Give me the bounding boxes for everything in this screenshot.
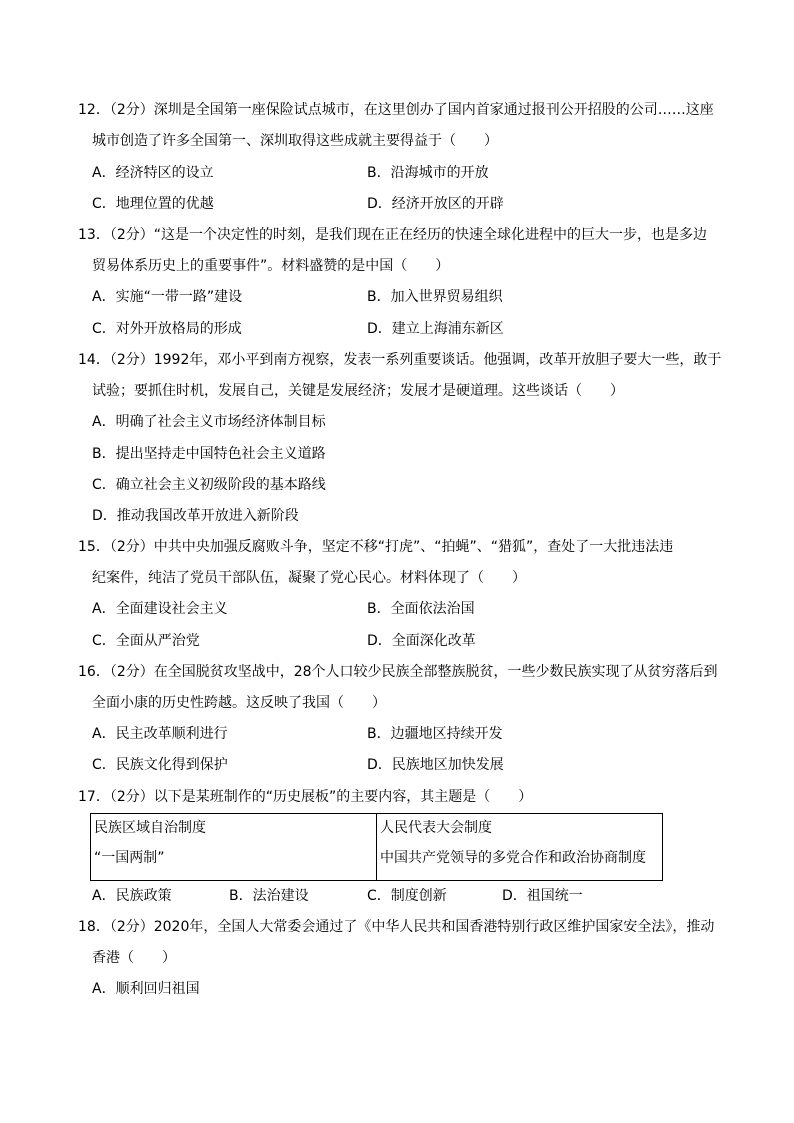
q12-stem-line2: 城市创造了许多全国第一、深圳取得这些成就主要得益于（ ） (92, 133, 498, 149)
q15-option-d[interactable]: D．全面深化改革 (367, 633, 476, 649)
q12-stem-line1: 12．（2分）深圳是全国第一座保险试点城市，在这里创办了国内首家通过报刊公开招股的公司……这座 (78, 102, 714, 118)
q18-stem-line1: 18．（2分）2020年，全国人大常委会通过了《中华人民共和国香港特别行政区维护国家安全法》，推动 (78, 919, 715, 935)
q18-stem-line2: 香港（ ） (92, 950, 176, 966)
q14-option-b[interactable]: B．提出坚持走中国特色社会主义道路 (92, 446, 326, 462)
q13-option-b[interactable]: B．加入世界贸易组织 (367, 289, 503, 305)
board-left-cell (91, 814, 377, 881)
q18-option-a[interactable]: A．顺利回归祖国 (92, 981, 200, 997)
q14-option-a[interactable]: A．明确了社会主义市场经济体制目标 (92, 414, 326, 430)
q13-option-a[interactable]: A．实施“一带一路”建设 (92, 289, 243, 305)
q14-option-c[interactable]: C．确立社会主义初级阶段的基本路线 (92, 477, 326, 493)
q16-option-a[interactable]: A．民主改革顺利进行 (92, 726, 228, 742)
q16-stem-line1: 16．（2分）在全国脱贫攻坚战中，28个人口较少民族全部整族脱贫，一些少数民族实现了从贫穷落后到 (78, 664, 718, 680)
q17-option-c[interactable]: C．制度创新 (367, 888, 447, 904)
q15-option-a[interactable]: A．全面建设社会主义 (92, 601, 228, 617)
board-item: 人民代表大会制度 (380, 820, 492, 836)
q12-option-c[interactable]: C．地理位置的优越 (92, 196, 214, 212)
board-item: 民族区域自治制度 (94, 820, 206, 836)
q15-option-c[interactable]: C．全面从严治党 (92, 633, 200, 649)
board-right-cell (377, 814, 663, 881)
q14-stem-line1: 14．（2分）1992年，邓小平到南方视察，发表一系列重要谈话。他强调，改革开放胆子要大一些，敢于 (78, 352, 722, 368)
q14-stem-line2: 试验；要抓住时机，发展自己，关键是发展经济；发展才是硬道理。这些谈话（ ） (92, 383, 624, 399)
q13-option-d[interactable]: D．建立上海浦东新区 (367, 321, 504, 337)
q14-option-d[interactable]: D．推动我国改革开放进入新阶段 (92, 508, 299, 524)
q12-option-d[interactable]: D．经济开放区的开辟 (367, 196, 504, 212)
q12-option-a[interactable]: A．经济特区的设立 (92, 165, 214, 181)
q15-stem-line1: 15．（2分）中共中央加强反腐败斗争，坚定不移“打虎”、“拍蝇”、“猎狐”，查处了一大批违法违 (78, 539, 674, 555)
q17-option-a[interactable]: A．民族政策 (92, 888, 172, 904)
q13-stem-line2: 贸易体系历史上的重要事件”。材料盛赞的是中国（ ） (92, 258, 450, 274)
q15-stem-line2: 纪案件，纯洁了党员干部队伍，凝聚了党心民心。材料体现了（ ） (92, 570, 526, 586)
board-item: 中国共产党领导的多党合作和政治协商制度 (380, 850, 646, 866)
q13-stem-line1: 13．（2分）“这是一个决定性的时刻，是我们现在正在经历的快速全球化进程中的巨大一步，也是多边 (78, 227, 707, 243)
board-item: “一国两制” (94, 850, 165, 866)
q16-option-d[interactable]: D．民族地区加快发展 (367, 757, 504, 773)
q13-option-c[interactable]: C．对外开放格局的形成 (92, 321, 242, 337)
history-board-table (90, 813, 663, 881)
q12-option-b[interactable]: B．沿海城市的开放 (367, 165, 489, 181)
q16-stem-line2: 全面小康的历史性跨越。这反映了我国（ ） (92, 695, 386, 711)
q16-option-b[interactable]: B．边疆地区持续开发 (367, 726, 503, 742)
q15-option-b[interactable]: B．全面依法治国 (367, 601, 475, 617)
q17-option-b[interactable]: B．法治建设 (229, 888, 309, 904)
q17-option-d[interactable]: D．祖国统一 (502, 888, 583, 904)
q16-option-c[interactable]: C．民族文化得到保护 (92, 757, 228, 773)
q17-stem-line1: 17．（2分）以下是某班制作的“历史展板”的主要内容，其主题是（ ） (78, 789, 533, 805)
